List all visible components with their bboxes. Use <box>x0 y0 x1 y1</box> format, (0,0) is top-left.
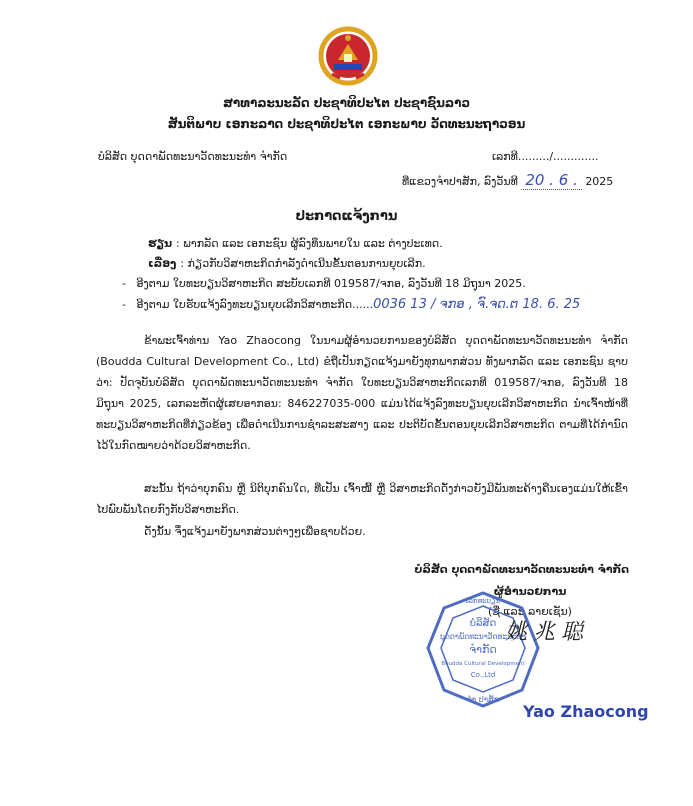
country-name: ສາທາລະນະລັດ ປະຊາທິປະໄຕ ປະຊາຊົນລາວ <box>222 96 471 110</box>
date-year: 2025 <box>585 175 614 188</box>
signatory-role: ຜູ້ອຳນວຍການ <box>493 585 567 598</box>
subject-label: ເລື່ອງ <box>148 257 177 270</box>
subject-line <box>148 257 426 270</box>
national-motto: ສັນຕິພາບ ເອກະລາດ ປະຊາທິປະໄຕ ເອກະພາບ ວັດທະນະຖາວອນ <box>167 117 526 131</box>
stamp-ring-top: ເລກທະບຽນ <box>465 597 501 605</box>
stamp-english: Boudda Cultural Development <box>441 661 525 667</box>
recipient-line <box>148 237 443 250</box>
place-date-prefix: ທີ່ແຂວງຈຳປາສັກ, ລົງວັນທີ <box>402 175 518 188</box>
handwritten-signature: 姚兆聪 <box>505 620 590 645</box>
reference-2 <box>122 297 580 312</box>
subject-text: : ກ່ຽວກັບວິສາຫະກິດກຳລັງດຳເນີນຂັ້ນຕອນການຍຸບເລີກ. <box>180 257 426 270</box>
national-emblem-icon <box>318 26 378 86</box>
stamp-bottom: ຈຳກັດ <box>469 643 497 656</box>
handwritten-date: 20 . 6 . <box>521 171 581 190</box>
signatory-company: ບໍລິສັດ ບຸດດາພັດທະນາວັດທະນະທຳ ຈຳກັດ <box>414 563 629 576</box>
signature-note: (ຊື່ ແລະ ລາຍເຊັນ) <box>488 605 572 618</box>
stamp-ring-bottom: ຈຳ ປາສັກ <box>466 695 500 704</box>
reference-2-handwritten: 0036 13 / ຈກອ , ຈົ.ຈດ.ຕ 18. 6. 25 <box>373 297 581 312</box>
body-paragraph-2: ສະນັ້ນ ຖ້າວ່າບຸກຄົນ ຫຼື ນິຕິບຸກຄົນໃດ, ທີ່ເປັນ ເຈົ້າໜີ້ ຫຼື ວິສາຫະກິດດັ່ງກ່າວຍັງມີພັນທະຄ້າງຄືນເອງແມ່ນໃຫ້ເຂົ້າໄປພົບພັນໂດຍກົງກັບວິສາຫະກິດ. <box>96 482 628 516</box>
reference-1 <box>122 277 526 290</box>
recipient-text: : ພາກລັດ ແລະ ເອກະຊົນ ຜູ້ລົງທຶນພາຍໃນ ແລະ ຕ່າງປະເທດ. <box>176 237 443 250</box>
issuer-company: ບໍລິສັດ ບຸດດາພັດທະນາວັດທະນະທຳ ຈຳກັດ <box>98 150 288 163</box>
stamp-middle: ບຸດດາພັດທະນາວັດທະນະທຳ <box>440 632 526 641</box>
reference-2-dots: ...... <box>352 298 374 311</box>
document-number: ເລກທີ........./............. <box>492 150 599 163</box>
reference-1-text: ອີງຕາມ ໃບທະບຽນວິສາຫະກິດ ສະບັບເລກທີ 019587/ຈກອ, ລົງວັນທີ 18 ມິຖຸນາ 2025. <box>136 277 526 290</box>
bullet: - <box>122 277 137 290</box>
document-title: ປະກາດແຈ້ງການ <box>295 209 398 224</box>
reference-2-text: ອີງຕາມ ໃບຮັບແຈ້ງລົງທະບຽນຍຸບເລີກວິສາຫະກິດ <box>136 298 353 311</box>
signatory-name: Yao Zhaocong <box>523 702 649 721</box>
body-paragraph-3: ດັ່ງນັ້ນ ຈຶ່ງແຈ້ງມາຍັງພາກສ່ວນຕ່າງໆເພື່ອຊາບດ້ວຍ. <box>144 525 366 538</box>
recipient-label: ຮຽນ <box>148 237 173 250</box>
place-date <box>402 171 613 189</box>
bullet: - <box>122 298 137 311</box>
company-stamp <box>423 590 543 710</box>
body-paragraph-1: ຂ້າພະເຈົ້າທ່ານ Yao Zhaocong ໃນນາມຜູ້ອຳນວຍການຂອງບໍລິສັດ ບຸດດາພັດທະນາວັດທະນະທຳ ຈຳກັດ (Boudda Cultural Development Co., Ltd) ຂໍຖືເປັນກຽດແຈ້ງມາຍັງທຸກພາກສ່ວນ ທັງພາກລັດ ແລະ ເອກະຊົນ ຊາບວ່າ: ປັດຈຸບັນບໍລິສັດ ບຸດດາພັດທະນາວັດທະນະທຳ ຈຳກັດ ໃບທະບຽນວິສາຫະກິດເລກທີ 019587/ຈກອ, ລົງວັນທີ 18 ມິຖຸນາ 2025, ເລກລະຫັດຜູ້ເສຍອາກອນ: 846227035-000 ແມ່ນໄດ້ແຈ້ງລົງທະບຽນຍຸບເລີກວິສາຫະກິດ ນຳເຈົ້າໜ້າທີ່ທະບຽນວິສາຫະກິດທີ່ກ່ຽວຂ້ອງ ເພື່ອດຳເນີນການຊຳລະສະສາງ ແລະ ປະຕິບັດຂັ້ນຕອນຍຸບເລີກວິສາຫະກິດ ຕາມທີ່ໄດ້ກຳນົດໄວ້ໃນກົດໝາຍວ່າດ້ວຍວິສາຫະກິດ. <box>96 334 628 452</box>
stamp-top: ບໍລິສັດ <box>469 618 497 629</box>
stamp-coltd: Co.,Ltd <box>470 671 496 679</box>
